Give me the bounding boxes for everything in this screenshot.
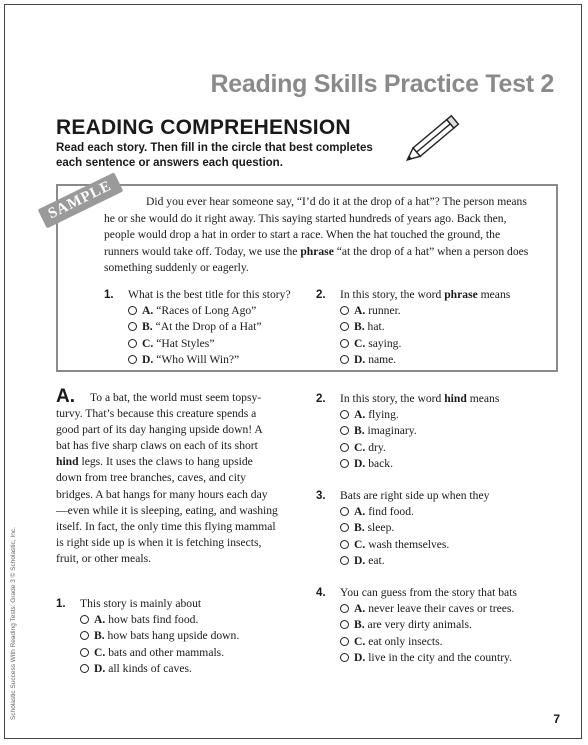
option-text: runner. <box>368 304 401 318</box>
answer-bubble[interactable] <box>128 306 137 315</box>
answer-option[interactable] <box>340 650 566 666</box>
option-text: name. <box>368 352 397 366</box>
answer-option[interactable] <box>80 628 296 644</box>
answer-bubble[interactable] <box>340 306 349 315</box>
answer-option[interactable] <box>80 612 296 628</box>
answer-bubble[interactable] <box>340 540 349 549</box>
page-number: 7 <box>553 712 560 726</box>
answer-option[interactable] <box>340 553 566 569</box>
answer-option[interactable] <box>340 617 566 633</box>
option-letter: A. <box>142 304 154 318</box>
answer-option[interactable] <box>128 352 304 368</box>
option-text: “At the Drop of a Hat” <box>155 320 262 334</box>
answer-bubble[interactable] <box>340 410 349 419</box>
story-question-1 <box>56 596 296 677</box>
story-question-2 <box>316 391 566 472</box>
question-stem <box>340 488 566 504</box>
option-letter: D. <box>354 352 366 366</box>
answer-bubble[interactable] <box>340 459 349 468</box>
question-number: 2. <box>316 393 326 405</box>
answer-option[interactable] <box>340 336 556 352</box>
answer-bubble[interactable] <box>340 443 349 452</box>
question-stem <box>340 287 556 303</box>
answer-option[interactable] <box>340 537 566 553</box>
option-text: “Who Will Win?” <box>156 352 240 366</box>
option-letter: D. <box>354 553 366 567</box>
question-stem <box>340 585 566 601</box>
option-letter: C. <box>354 537 366 551</box>
answer-option[interactable] <box>80 661 296 677</box>
text-segment: “at the drop of a hat” when a person does something suddenly or eagerly. <box>104 244 529 274</box>
answer-bubble[interactable] <box>340 620 349 629</box>
option-letter: A. <box>354 408 366 422</box>
answer-bubble[interactable] <box>340 355 349 364</box>
answer-option[interactable] <box>340 440 566 456</box>
sample-passage <box>104 194 536 277</box>
option-text: imaginary. <box>367 424 417 438</box>
text-segment: This story is mainly about <box>80 597 202 610</box>
option-letter: C. <box>354 634 366 648</box>
option-letter: C. <box>94 645 106 659</box>
option-letter: A. <box>354 505 366 519</box>
option-letter: C. <box>354 336 366 350</box>
sample-stamp: SAMPLE <box>38 173 123 229</box>
section-title: READING COMPREHENSION <box>56 116 351 139</box>
option-text: how bats find food. <box>108 613 199 627</box>
option-letter: B. <box>142 320 153 334</box>
side-credit: Scholastic Success With Reading Tests: Grade 3 © Scholastic, Inc. <box>10 527 17 720</box>
answer-bubble[interactable] <box>340 523 349 532</box>
answer-bubble[interactable] <box>340 637 349 646</box>
text-segment: What is the best title for this story? <box>128 288 291 301</box>
text-segment: In this story, the word <box>340 288 445 301</box>
test-title: Reading Skills Practice Test 2 <box>210 70 554 98</box>
answer-option[interactable] <box>340 504 566 520</box>
option-letter: D. <box>354 650 366 664</box>
bold-term: hind <box>56 455 79 469</box>
answer-bubble[interactable] <box>340 653 349 662</box>
option-text: never leave their caves or trees. <box>368 602 515 616</box>
option-letter: C. <box>142 336 154 350</box>
story-letter: A. <box>56 386 75 407</box>
option-text: bats and other mammals. <box>108 645 225 659</box>
text-segment: You can guess from the story that bats <box>340 586 517 599</box>
answer-bubble[interactable] <box>128 339 137 348</box>
bold-term: phrase <box>444 288 478 301</box>
option-letter: D. <box>94 661 106 675</box>
answer-bubble[interactable] <box>340 322 349 331</box>
option-text: find food. <box>368 505 414 519</box>
answer-bubble[interactable] <box>80 648 89 657</box>
answer-bubble[interactable] <box>340 604 349 613</box>
answer-option[interactable] <box>128 303 304 319</box>
bold-term: phrase <box>300 244 334 258</box>
question-stem <box>80 596 296 612</box>
pencil-icon <box>398 108 468 170</box>
question-number: 1. <box>56 598 66 610</box>
answer-bubble[interactable] <box>340 507 349 516</box>
option-letter: D. <box>142 352 154 366</box>
option-text: all kinds of caves. <box>108 661 192 675</box>
answer-bubble[interactable] <box>80 615 89 624</box>
option-letter: D. <box>354 456 366 470</box>
text-segment: To a bat, the world must seem topsy-turvy. That’s because this creature spends a good part of its day hanging upside down! A bat has five sharp claws on each of its short <box>56 391 263 453</box>
answer-option[interactable] <box>128 336 304 352</box>
answer-option[interactable] <box>340 601 566 617</box>
text-segment: means <box>466 392 500 405</box>
question-stem <box>340 391 566 407</box>
text-segment: Did you ever hear someone say, “I’d do it at the drop of a hat”? The person means he or she would do it right away. This saying started hundreds of years ago. Back then, people would drop a hat in order to start a race. When the hat touched the ground, the runners would take off. Today, we use the <box>104 195 527 258</box>
story-question-4 <box>316 585 566 666</box>
text-segment: Bats are right side up when they <box>340 489 490 502</box>
answer-option[interactable] <box>128 319 304 335</box>
answer-bubble[interactable] <box>340 339 349 348</box>
question-number: 3. <box>316 490 326 502</box>
option-letter: B. <box>354 320 365 334</box>
question-number: 1. <box>104 289 114 301</box>
option-text: dry. <box>368 440 386 454</box>
option-text: sleep. <box>367 521 395 535</box>
answer-option[interactable] <box>340 303 556 319</box>
question-number: 2. <box>316 289 326 301</box>
question-number: 4. <box>316 587 326 599</box>
option-letter: C. <box>354 440 366 454</box>
answer-option[interactable] <box>340 634 566 650</box>
option-text: eat only insects. <box>368 634 443 648</box>
option-letter: B. <box>354 618 365 632</box>
option-text: back. <box>368 456 393 470</box>
option-letter: B. <box>354 424 365 438</box>
option-text: are very dirty animals. <box>367 618 472 632</box>
answer-bubble[interactable] <box>80 631 89 640</box>
story-question-3 <box>316 488 566 569</box>
question-stem <box>128 287 304 303</box>
sample-question-2 <box>316 287 556 368</box>
answer-bubble[interactable] <box>340 556 349 565</box>
answer-bubble[interactable] <box>340 426 349 435</box>
option-text: how bats hang upside down. <box>107 629 240 643</box>
answer-option[interactable] <box>340 423 566 439</box>
text-segment: In this story, the word <box>340 392 445 405</box>
option-letter: A. <box>354 602 366 616</box>
text-segment: means <box>477 288 511 301</box>
story-passage <box>56 390 278 567</box>
option-letter: B. <box>354 521 365 535</box>
option-text: wash themselves. <box>368 537 450 551</box>
option-letter: A. <box>354 304 366 318</box>
answer-bubble[interactable] <box>128 355 137 364</box>
answer-option[interactable] <box>340 407 566 423</box>
answer-option[interactable] <box>80 645 296 661</box>
option-text: live in the city and the country. <box>368 650 512 664</box>
answer-bubble[interactable] <box>128 322 137 331</box>
option-text: flying. <box>368 408 399 422</box>
option-letter: B. <box>94 629 105 643</box>
directions: Read each story. Then fill in the circle that best completes each sentence or answers each question. <box>56 142 373 169</box>
text-segment: legs. It uses the claws to hang upside down from tree branches, caves, and city bridges. A bat hangs for many hours each day—even while it is sleeping, eating, and washing itself. In fact, the only time this flying mammal is right side up is when it is fetching insects, fruit, or other meals. <box>56 455 278 565</box>
option-text: “Races of Long Ago” <box>156 304 257 318</box>
answer-option[interactable] <box>340 319 556 335</box>
bold-term: hind <box>444 392 467 405</box>
option-text: saying. <box>368 336 402 350</box>
option-text: “Hat Styles” <box>156 336 215 350</box>
answer-option[interactable] <box>340 352 556 368</box>
option-text: eat. <box>368 553 385 567</box>
answer-option[interactable] <box>340 456 566 472</box>
option-text: hat. <box>367 320 385 334</box>
answer-bubble[interactable] <box>80 664 89 673</box>
answer-option[interactable] <box>340 520 566 536</box>
sample-question-1 <box>104 287 304 368</box>
option-letter: A. <box>94 613 106 627</box>
